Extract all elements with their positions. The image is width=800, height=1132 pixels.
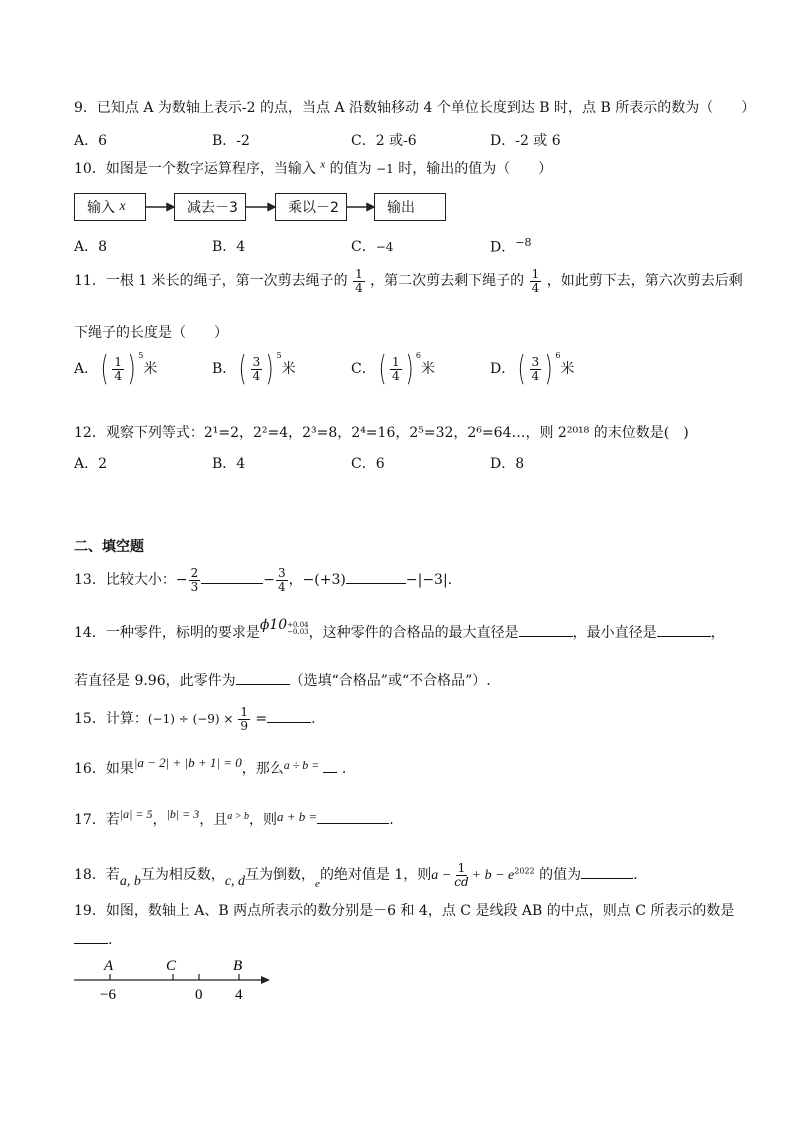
q11-option-b[interactable]: B． ( $\frac{3}{4}$ ) $^5$ 米 <box>212 349 296 389</box>
q18-blank[interactable] <box>581 878 633 879</box>
q10-stem: 10．如图是一个数字运算程序，当输入 $^x$ 的值为 −1 时，输出的值为（ ） <box>74 158 553 177</box>
q9-option-c[interactable]: C．2 或-6 <box>351 133 417 149</box>
q14-stem: 14．一种零件，标明的要求是ϕ10 +0.04 −0.03 ，这种零件的合格品的最大直径是 ，最小直径是 ， <box>74 617 725 641</box>
q18-stem: 18．若a, b互为相反数，c, d互为倒数，$_e$的绝对值是 1，则a − $\frac{1}{cd}$ + $b - e^{2022}$ 的值为 . <box>74 861 638 891</box>
q19-stem-line2: . <box>74 932 112 948</box>
fraction: $\frac{1}{4}$ <box>355 267 363 295</box>
q12-option-b[interactable]: B．4 <box>212 456 246 472</box>
q12-stem: 12．观察下列等式：2¹=2，2²=4，2³=8，2⁴=16，2⁵=32，2⁶=64…，则 2²⁰¹⁸ 的末位数是( ) <box>74 425 689 441</box>
q11-option-d[interactable]: D． ( $\frac{3}{4}$ ) $^6$ 米 <box>490 349 575 389</box>
q11-stem-line2: 下绳子的长度是（ ） <box>74 325 228 341</box>
q9-option-b[interactable]: B．-2 <box>212 133 250 149</box>
point-label-c: C <box>166 958 177 974</box>
fraction: $\frac{1}{4}$ <box>531 267 540 295</box>
q14-stem-line2: 若直径是 9.96，此零件为 （选填“合格品”或“不合格品”）. <box>74 673 491 689</box>
q12-option-c[interactable]: C．6 <box>351 456 385 472</box>
q17-blank[interactable] <box>317 823 389 824</box>
q14-blank-min[interactable] <box>657 636 711 637</box>
q17-stem: 17．若|a| = 5，|b| = 3，且$^{a > b}$，则a + b = . <box>74 807 394 828</box>
q9-stem: 9．已知点 A 为数轴上表示-2 的点，当点 A 沿数轴移动 4 个单位长度到达 B 时，点 B 所表示的数为（ ） <box>74 100 756 116</box>
q16-blank[interactable] <box>323 772 337 773</box>
q15-blank[interactable] <box>267 722 311 723</box>
q13-blank-1[interactable] <box>201 583 263 584</box>
q16-stem: 16．如果|a − 2| + |b + 1| = 0，那么a ÷ b = . <box>74 755 347 777</box>
number-line <box>70 955 280 1005</box>
section-heading: 二、填空题 <box>74 539 144 555</box>
q12-option-d[interactable]: D．8 <box>490 456 525 472</box>
flow-box-input: 输入 x <box>74 193 146 221</box>
q13-stem: 13．比较大小：− $\frac{2}{3}$ − $\frac{3}{4}$ ，−(+3) −|−3|. <box>74 566 453 594</box>
q10-option-d[interactable]: D．$^{-8}$ <box>490 236 532 256</box>
q14-blank-max[interactable] <box>519 636 573 637</box>
flow-box-subtract: 减去－3 <box>174 193 246 221</box>
tick-label-neg6: −6 <box>100 987 116 1003</box>
flow-box-multiply: 乘以－2 <box>275 193 347 221</box>
q11-stem: 11．一根 1 米长的绳子，第一次剪去绳子的 $\frac{1}{4}$ ，第二次剪去剩下绳子的 $\frac{1}{4}$ ，如此剪下去，第六次剪去后剩 <box>74 267 743 295</box>
tick-label-4: 4 <box>235 987 243 1003</box>
point-label-b: B <box>233 958 243 974</box>
q19-blank[interactable] <box>74 943 108 944</box>
q12-option-a[interactable]: A．2 <box>74 456 108 472</box>
q19-stem: 19．如图，数轴上 A、B 两点所表示的数分别是－6 和 4，点 C 是线段 AB 的中点，则点 C 所表示的数是 <box>74 903 735 919</box>
q11-option-c[interactable]: C． ( $\frac{1}{4}$ ) $^6$ 米 <box>351 349 435 389</box>
q9-option-a[interactable]: A．6 <box>74 133 108 149</box>
tick-label-0: 0 <box>195 987 203 1003</box>
q15-stem: 15．计算：(−1) ÷ (−9) × $\frac{1}{9}$ = . <box>74 705 316 733</box>
point-label-a: A <box>104 958 114 974</box>
q9-option-d[interactable]: D．-2 或 6 <box>490 133 561 149</box>
q10-option-b[interactable]: B．4 <box>212 239 246 255</box>
q13-blank-2[interactable] <box>346 583 406 584</box>
flow-arrows <box>146 199 446 215</box>
flow-box-output: 输出 <box>374 193 446 221</box>
q10-option-a[interactable]: A．8 <box>74 239 108 255</box>
q14-blank-judge[interactable] <box>236 684 290 685</box>
q10-option-c[interactable]: C．−4 <box>351 239 394 255</box>
q11-option-a[interactable]: A． ( $\frac{1}{4}$ ) $^5$ 米 <box>74 349 158 389</box>
